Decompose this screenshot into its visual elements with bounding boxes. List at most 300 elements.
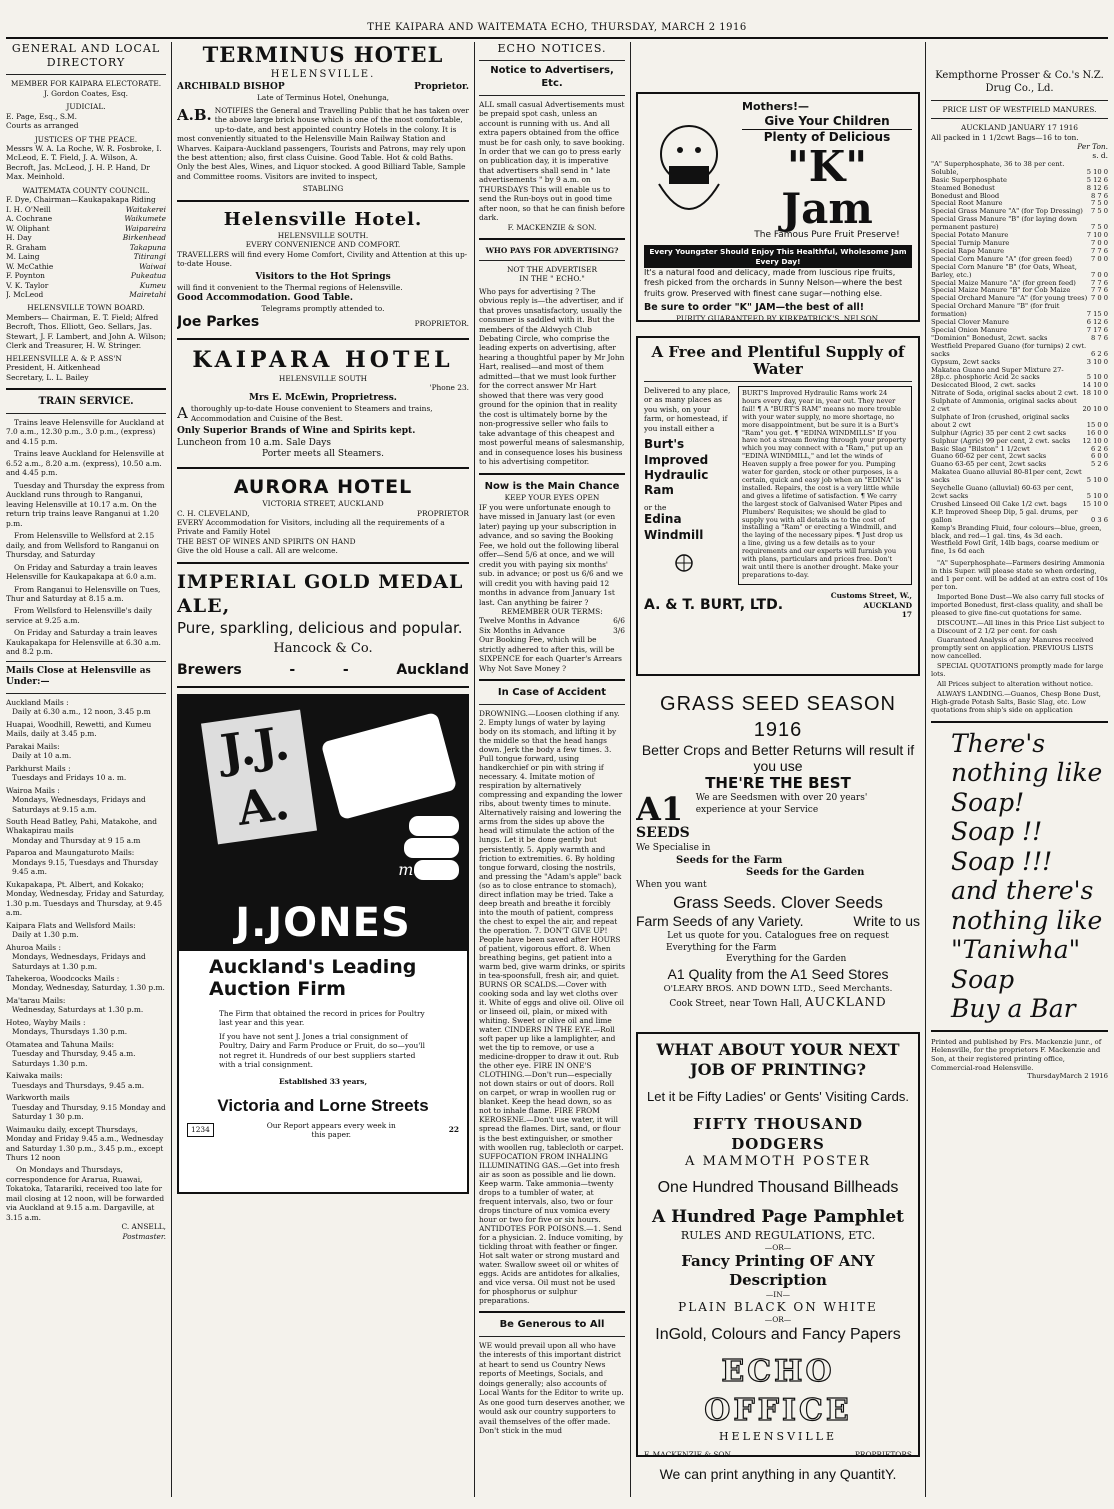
price-value: 7 7 6 [1090, 278, 1108, 287]
jj-means: means [398, 859, 451, 879]
per-ton: Per Ton. [1077, 142, 1108, 151]
column-rule [925, 42, 926, 1497]
price-value: 8 7 6 [1090, 191, 1108, 200]
grass-oleary: O'LEARY BROS. AND DOWN LTD., Seed Merchants. [663, 983, 893, 994]
soap-line: Soap [951, 964, 1015, 994]
directory-title: GENERAL AND LOCAL DIRECTORY [11, 42, 161, 70]
price-item: Special Root Manure [931, 199, 1003, 208]
helensville-tele: Telegrams promptly attended to. [261, 304, 385, 314]
accident-body: DROWNING.—Loosen clothing if any. 2. Empty lungs of water by laying body on its stomach, and lifting it by the middle so that the head hangs down. Jerk the body a few times. 3. Pull tongue forward, using handkerchief or pin with string if necessary. 4. Imitate motion of respiration by alternatively compressing and expanding the lower ribs, about twenty times to minute. Alternatively raising and lowering the arms from the sides up above the head will stimulate the action of the lungs. Let it be done gently but persistently. 5. Apply warmth and friction to extremities. 6. By holding tongue forward, closing the nostrils, and pressing the "Adam's apple" back (so as to close entrance to stomach), direct inflation may be tried. Take a deep breath and breathe it forcibly into the mouth of patient, compress the chest to expel the air, and repeat the operation. 7. DON'T GIVE UP! People have been saved after HOURS of patient, vigorous effort. 8. When breathing begins, get patient into a warm bed, give warm drinks, or spirits in tea-spoonsfull, fresh air, and quiet. BURNS OR SCALDS.—Cover with cooking soda and lay wet cloths over it. White of eggs and olive oil. Olive oil or linseed oil, plain, or mixed with whiting. Sweet or olive oil and lime water. CINDERS IN THE EYE.—Roll soft paper up like a lamplighter, and wet the tip to remove, or use a medicine-dropper to draw it out. Rub the other eye. FIRE IN ONE'S CLOTHING.—Don't run—especially not down stairs or out of doors. Roll on carpet, or wrap in woollen rug or blanket. Keep the head down, so as not to inhale flame. FIRE FROM KEROSENE.—Don't use water, it will spread the flames. Dirt, sand, or flour is the best extinguisher, or smother with woollen rug, tablecloth or carpet. SUFFOCATION FROM INHALING ILLUMINATING GAS.—Get into fresh air as soon as possible and lie down. Keep warm. Take ammonia—twenty drops to a tumbler of water, at frequent intervals, also, two or four drops tincture of nux vomica every hour or two for five or six hours. ANTIDOTES FOR POISONS.—1. Send for a physician. 2. Induce vomiting, by tickling throat with feather or finger. Hot salt water or strong mustard and water. Swallow sweet oil or whites of eggs. Acids are antidotes for alkalies, and vice versa. Oil must not be used for phosphorus or sulphur preparations. [479, 709, 625, 1306]
council-member: W. Oliphant [6, 223, 50, 233]
price-row [931, 509, 1108, 525]
mail-times: Tuesday and Thursday, 9.45 a.m. Saturdays 1.30 p.m. [12, 1049, 136, 1068]
kaipara-body: thoroughly up-to-date House convenient to Steamers and trains, Accommodation and Cuisine of the Best. [190, 404, 433, 423]
mail-item [6, 1125, 166, 1163]
printing-advert [636, 1032, 920, 1482]
water-street: Customs Street, W., [830, 591, 912, 601]
jam-body: It's a natural food and delicacy, made from luscious ripe fruits, fresh picked from the orchards in Sunny Nelson—where the best fruits grow. Preserved with finest cane sugar—nothing else. [644, 268, 903, 298]
price-value: 7 7 6 [1090, 246, 1108, 255]
grass-best: THE'RE THE BEST [705, 773, 851, 792]
mails-list [6, 698, 166, 1163]
ale-tag: Pure, sparkling, delicious and popular. [177, 618, 463, 637]
price-item: Special Orchard Manure "A" (for young trees) [931, 294, 1088, 303]
council-member: F. Dye, Chairman—Kaukapakapa Riding [6, 195, 156, 205]
price-value: 5 10 0 [1086, 373, 1108, 382]
council-row [6, 214, 166, 223]
grass-better: Better Crops and Better Returns will result if you use [641, 742, 915, 774]
price-row [931, 161, 1108, 177]
aurora-call: Give the old House a call. All are welcome. [177, 546, 338, 556]
mail-place: Kukapakapa, Pt. Albert, and Kokako; Monday, Wednesday, Friday and Saturday, 1.30 p.m. Tuesdays and Thursday, at 9.45 a.m. [6, 879, 165, 918]
council-title: WAITEMATA COUNTY COUNCIL. [22, 185, 150, 195]
mail-times: Monday, Wednesday, Saturday, 1.30 p.m. [12, 983, 165, 993]
council-member: J. McLeod [6, 290, 44, 299]
price-value: 7 0 0 [1090, 254, 1108, 263]
mails-title: Mails Close at Helensville as Under:— [6, 665, 151, 688]
terminus-late: Late of Terminus Hotel, Onehunga, [256, 93, 390, 103]
print-pamphlet: A Hundred Page Pamphlet [651, 1206, 905, 1227]
price-row [931, 485, 1108, 501]
price-value: 6 12 6 [1086, 318, 1108, 327]
jam-sure: Be sure to order "K" JAM—the best of all! [644, 301, 865, 313]
print-fifty: Let it be Fifty Ladies' or Gents' Visiting Cards. [647, 1088, 909, 1104]
price-value: 7 0 0 [1090, 270, 1108, 279]
aps-title: HELEENSVILLE A. & P. ASS'N [6, 353, 122, 363]
ale-brewers: Brewers [177, 661, 242, 678]
price-item: Special Potato Manure [931, 231, 1009, 240]
price-item: "A" Superphosphate, 36 to 38 per cent. Soluble, [931, 159, 1065, 176]
print-role: PROPRIETORS [854, 1450, 912, 1460]
jj-a: A. [233, 775, 293, 836]
price-row [931, 367, 1108, 383]
price-item: Special Clover Manure [931, 318, 1009, 327]
price-value: 5 10 0 [1086, 167, 1108, 176]
soap-line: nothing like [951, 905, 1103, 935]
jam-purity: PURITY GUARANTEED BY KIRKPATRICK'S, NELSON. [676, 314, 880, 324]
price-value: 7 5 0 [1090, 207, 1108, 216]
price-item: Sulphate of Iron (crushed, original sacks about 2 cwt [931, 412, 1070, 429]
mail-item [6, 698, 166, 717]
price-value: 6 2 6 [1090, 444, 1108, 453]
print-or2: —OR— [764, 1315, 792, 1325]
water-title: A Free and Plentiful Supply of Water [651, 343, 905, 378]
price-note: "A" Superphosphate—Farmers desiring Ammonia in this Super. will please state so when ordering, and 1 per cent. will be added at an extra cost of 10s per ton. [931, 559, 1108, 591]
soap-line: Soap !!! [951, 846, 1053, 876]
price-item: Makatea Guano and Super Mixture 27-28p.c. phosphoric Acid 2c sacks [931, 365, 1064, 382]
council-riding: Takapuna [129, 242, 166, 252]
price-item: Guano 63-65 per cent, 2cwt sacks [931, 460, 1047, 469]
terminus-stabling: STABLING [302, 184, 344, 194]
print-title: WHAT ABOUT YOUR NEXT JOB OF PRINTING? [656, 1040, 900, 1079]
price-item: Makatea Guano alluvial 80-81per cent, 2cwt sacks [931, 468, 1082, 485]
price-row [931, 469, 1108, 485]
train-item: From Helensville to Wellsford at 2.15 daily, and from Wellsford to Ranganui on Thursday, and Saturday [6, 531, 160, 560]
judicial-title: JUDICIAL. [66, 102, 106, 112]
mail-times: Mondays 9.15, Tuesdays and Thursday 9.45 a.m. [12, 857, 159, 877]
masthead: THE KAIPARA AND WAITEMATA ECHO, THURSDAY, MARCH 2 1916 [367, 22, 747, 33]
grass-seeds: SEEDS [636, 825, 690, 842]
price-value: 18 10 0 [1082, 389, 1108, 398]
mail-times: Daily at 10 a.m. [12, 751, 72, 761]
price-value: 7 7 6 [1090, 286, 1108, 295]
price-item: Crushed Linseed Oil Cake 1/2 cwt. bags [931, 499, 1067, 508]
train-title: TRAIN SERVICE. [38, 396, 134, 408]
grass-seedsmen: We are Seedsmen with over 20 years' experience at your Service [695, 793, 868, 815]
price-value: 14 10 0 [1082, 381, 1108, 390]
ale-maker: Hancock & Co. [273, 641, 373, 657]
grass-garden: Seeds for the Garden [746, 867, 865, 879]
grass-quality: A1 Quality from the A1 Seed Stores [667, 965, 889, 982]
price-value: 20 10 0 [1082, 405, 1108, 414]
kaipara-porter: Porter meets all Steamers. [262, 449, 384, 460]
price-value: 5 12 6 [1086, 175, 1108, 184]
pricelist-date: AUCKLAND JANUARY 17 1916 [961, 123, 1078, 133]
train-item: From Wellsford to Helensville's daily service at 9.25 a.m. [6, 606, 152, 625]
column-manures [931, 42, 1108, 1497]
grass-farm: Seeds for the Farm [676, 854, 783, 866]
notice-body2: In order that we can go to press early on publication day, it is imperative that advertisers shall send in " late advertisements " by 9 a.m. on THURSDAYS This will enable us to send the Run-boys out in good time after noon, so that he can finish before dark. [479, 147, 625, 223]
price-item: Seychelle Guano (alluvial) 60-63 per cent, 2cwt sacks [931, 484, 1074, 500]
jam-mothers: Mothers!— [742, 100, 810, 113]
mail-place: Parkhurst Mails : [6, 763, 71, 773]
member-title: MEMBER FOR KAIPARA ELECTORATE. [10, 79, 162, 89]
train-item: On Friday and Saturday a train leaves Kaukapakapa for Helensville at 6.30 a.m. and 8.2 p.m. [6, 628, 161, 657]
train-item: Trains leave Helensville for Auckland at 7.0 a.m., 12.30 p.m., 3.0 p.m., (express) and 4.15 p.m. [6, 418, 165, 446]
grass-specialise: We Specialise in [636, 843, 711, 854]
council-member: A. Cochrane [6, 214, 53, 224]
water-num: 17 [901, 610, 912, 620]
jj-advert [177, 694, 469, 1194]
grass-seed-advert [636, 692, 920, 1010]
accident-title: In Case of Accident [497, 687, 607, 699]
mail-times: Mondays, Wednesdays, Fridays and Saturdays at 1.30 p.m. [12, 952, 146, 971]
train-item: Tuesday and Thursday the express from Auckland runs through to Ranganui, leaving Helensville at 10.17 a.m. On the return trip trains leave Ranganui at 1.20 p.m. [6, 480, 165, 528]
soap-line: Soap !! [951, 817, 1043, 847]
council-row [6, 252, 166, 261]
price-value: 5 2 6 [1090, 460, 1108, 469]
mail-times: Monday and Thursday at 9 15 a.m [12, 835, 141, 845]
judicial-0: E. Page, Esq., S.M. [6, 111, 77, 121]
notes-list [931, 560, 1108, 714]
grass-city: AUCKLAND [804, 994, 887, 1009]
terms-label: Twelve Months in Advance [479, 616, 580, 626]
jam-plenty: Plenty of Delicious [763, 130, 891, 145]
council-row [6, 195, 166, 204]
notice-sign: F. MACKENZIE & SON. [507, 222, 597, 232]
mail-item [6, 817, 166, 845]
price-item: Nitrate of Soda, original sacks about 2 cwt. [931, 389, 1079, 398]
price-row [931, 540, 1108, 556]
water-burt: Burt's Improved Hydraulic Ram [644, 437, 709, 498]
price-item: Kemp's Branding Fluid, four colours—blue, green, black, and red—1 gal. tins, 4s 3d each. [931, 523, 1102, 540]
mail-item [6, 1093, 166, 1121]
soap-line: and there's [951, 876, 1094, 906]
mail-place: Wairoa Mails : [6, 785, 60, 795]
soap-line: Soap! [951, 787, 1025, 817]
train-item: From Ranganui to Helensville on Tues, Thur and Saturday at 8.15 a.m. [6, 584, 161, 603]
who-sub2: IN THE " ECHO." [519, 274, 585, 284]
water-advert [636, 336, 920, 676]
mail-place: Kaiwaka mails: [6, 1071, 63, 1081]
council-riding: Kumeu [139, 280, 166, 290]
notice-body1: ALL small casual Advertisements must be prepaid spot cash, unless an account is running with us. And all extra papers obtained from the office must be for cash only, to save booking. [479, 99, 625, 147]
council-riding: Waitakerei [125, 204, 166, 214]
price-note: Imported Bone Dust—We also carry full stocks of imported Bonedust, first-class quality, and shall be pleased to give fine-cut quotations for same. [931, 592, 1104, 617]
price-item: Gypsum, 2cwt sacks [931, 357, 1000, 366]
mail-item [6, 720, 166, 739]
price-item: Sulphur (Agric) 35 per cent 2 cwt sacks [931, 428, 1067, 437]
train-item: Trains leave Auckland for Helensville at 6.52 a.m., 8.20 a.m. (express), 10.50 a.m. and 4.45 p.m. [6, 449, 165, 478]
grass-street: Cook Street, near Town Hall, [669, 998, 803, 1009]
generous-title: Be Generous to All [499, 1319, 605, 1331]
price-item: Special Grass Manure "A" (for Top Dressing) [931, 207, 1083, 216]
price-row [931, 343, 1108, 359]
price-value: 5 10 0 [1086, 476, 1108, 485]
council-riding: Waikumete [124, 214, 166, 224]
price-item: Special Turnip Manure [931, 239, 1010, 247]
council-member: H. Day [6, 233, 32, 243]
terms-row [479, 626, 625, 635]
price-value: 3 10 0 [1086, 357, 1108, 366]
terms-list [479, 616, 625, 635]
price-item: Westfield Fowl Grit, 14lb bags, coarse medium or fine, 1s 6d each [931, 539, 1099, 556]
kaipara-lunch: Luncheon from 10 a.m. Sale Days [177, 437, 331, 448]
price-note: SPECIAL QUOTATIONS promptly made for large lots. [931, 662, 1104, 679]
column-rule [171, 42, 172, 1497]
chance-sub: KEEP YOUR EYES OPEN [504, 493, 600, 503]
mail-times: Daily at 6.30 a.m., 12 noon, 3.45 p.m [12, 707, 151, 717]
helensville-owner: Joe Parkes [177, 313, 260, 330]
kaipara-phone: 'Phone 23. [429, 383, 469, 393]
ale-city: Auckland [396, 661, 469, 678]
price-value: 8 7 6 [1090, 333, 1108, 342]
jam-every: Every Youngster Should Enjoy This Healthful, Wholesome Jam Every Day! [644, 245, 912, 268]
jj-body2: If you have not sent J. Jones a trial consignment of Poultry, Dairy and Farm Produce or Fruit, do so—you'll not regret it. Hundreds of our best suppliers started with a trial consignment. [219, 1031, 425, 1069]
council-member: F. Poynton [6, 271, 45, 281]
justices: Messrs W. A. La Roche, W. R. Fosbroke, I. McLeod, E. T. Field, J. A. Wilson, A. Becroft, Jas. McLeod, J. H. P. Hand, Dr Max. Meinhold. [6, 143, 162, 182]
council-member: R. Graham [6, 242, 47, 252]
town-board: Members— Chairman, E. T. Field; Alfred Becroft, Thos. Elliott, Geo. Sellars, Jas. Stewart, J. F. Lambert, and John A. Wilson; Clerk and Treasurer, H. W. Stringer. [6, 312, 166, 351]
imprint: Printed and published by Frs. Mackenzie junr., of Helensville, for the proprietors F. Mackenzie and Son, at their registered printing office, Commercial-road Helensville. [931, 1037, 1102, 1072]
price-value: 8 12 6 [1086, 183, 1108, 192]
price-note: Guaranteed Analysis of any Manures received promptly sent on application. PREVIOUS LISTS now cancelled. [931, 636, 1094, 661]
price-row [931, 303, 1108, 319]
print-gold: InGold, Colours and Fancy Papers [655, 1325, 901, 1343]
price-list [931, 161, 1108, 556]
aurora-body: EVERY Accommodation for Visitors, including all the requirements of a Private and Family Hotel [177, 518, 445, 537]
column-hotels: TERMINUS HOTEL HELENSVILLE. ARCHIBALD BISHOP Proprietor. Late of Terminus Hotel, Onehunga, A.B. NOTIFIES the General and Travelling Public that he has taken over the above large brick house which is one of the most comfortable, up-to-date, and best appointed country Hotels in the colony. It is most conveniently situated to the Helensville Main Railway Station and Wharves. Kaipara-Auckland passengers, Tourists and Patrons, may rely upon the best attention; also, first class Cuisine. Good Table. Hot & cold Baths. Only the best Ales, Wines, and Liquor stocked. A good Billiard Table, Sample and Committee rooms. Visitors are invited to inspect, STABLING Helensville Hotel. HELENSVILLE SOUTH. EVERY CONVENIENCE AND COMFORT. TRAVELLERS will find every Home Comfort, Civility and Attention at this up-to-date House. Visitors to the Hot Springs will find it convenient to the Thermal regions of Helensville. Good Accommodation. Good Table. Telegrams promptly attended to. Joe Parkes PROPRIETOR. KAIPARA HOTEL HELENSVILLE SOUTH 'Phone 23. Mrs E. McEwin, Proprietress. Athoroughly up-to-date House convenient to Steamers and trains, Accommodation and Cuisine of the Best. Only Superior Brands of Wine and Spirits kept. Luncheon from 10 a.m. Sale Days Porter meets all Steamers. AURORA HOTEL VICTORIA STREET, AUCKLAND C. H. CLEVELAND, PROPRIETOR EVERY Accommodation for Visitors, including all the requirements of a Private and Family Hotel THE BEST OF WINES AND SPIRITS ON HAND Give the old House a call. All are welcome. IMPERIAL GOLD MEDAL ALE, Pure, sparkling, delicious and popular. Hancock & Co. Brewers - - Auckland J.J. A. means J.JONES Auckland's Leading Auction Firm The Firm that obtained the record in prices for Poultry last year and this year. If you have not sent J. Jones a trial consignment of Poultry, Dairy and Farm Produce or Fruit, do so—you'll not regret it. Hundreds of our best suppliers started with a trial consignment. Established 33 years, Victoria and Lorne Streets 1234 Our Report appears every week in this paper. 22 [177, 42, 469, 1497]
price-note: DISCOUNT.—All lines in this Price List subject to a Discount of 2 1/2 per cent. for cash [931, 618, 1105, 635]
helensville-good: Good Accommodation. Good Table. [177, 292, 353, 303]
print-plain: PLAIN BLACK ON WHITE [678, 1299, 878, 1314]
mail-place: Ma'tarau Mails: [6, 995, 66, 1005]
imprint-date: ThursdayMarch 2 1916 [1027, 1072, 1108, 1081]
mail-item [6, 1071, 166, 1090]
jam-famous: The Famous Pure Fruit Preserve! [754, 229, 900, 240]
judicial-1: Courts as arranged [6, 121, 79, 131]
print-place: HELENSVILLE [718, 1430, 838, 1443]
helensville-springs-body: will find it convenient to the Thermal regions of Helensville. [177, 283, 403, 293]
mail-place: South Head Batley, Pahi, Matakohe, and Whakapirau mails [6, 816, 157, 836]
generous-body: WE would prevail upon all who have the interests of this important district at heart to send us Country News reports of Meetings, Socials, and doings generally; also accounts of Local Wants for the Editor to write up. As one good turn deserves another, we would ask our country supporters to avail themselves of the offer made. Don't stick in the mud [479, 1340, 625, 1436]
postmaster: C. ANSELL, [121, 1222, 166, 1232]
mail-item [6, 880, 166, 918]
terminus-owner: ARCHIBALD BISHOP [177, 81, 285, 92]
k-jam-advert [636, 92, 920, 322]
mail-item [6, 742, 166, 761]
council-row [6, 205, 166, 214]
price-item: Special Corn Manure "B" (for Oats, Wheat, Barley, etc.) [931, 262, 1077, 279]
soap-line: There's [951, 728, 1046, 758]
jj-letters [201, 709, 317, 844]
grass-a1: A1 [636, 790, 684, 829]
price-item: Special Onion Manure [931, 325, 1007, 334]
price-row [931, 264, 1108, 280]
price-item: Special Maize Manure "A" (for green feed) [931, 278, 1076, 287]
helensville-tag: EVERY CONVENIENCE AND COMFORT. [245, 240, 401, 250]
price-note: ALWAYS LANDING.—Guanos, Chesp Bone Dust, High-grade Potash Salts, Basic Slag, etc. Low quotations from ship's side on application [931, 689, 1101, 714]
member: J. Gordon Coates, Esq. [44, 88, 128, 98]
mail-times: Daily at 1.30 p.m. [12, 930, 79, 940]
council-member: M. Laing [6, 252, 40, 262]
council-riding: Titirangi [133, 252, 166, 262]
mail-place: Parakai Mails: [6, 741, 60, 751]
jj-body1: The Firm that obtained the record in prices for Poultry last year and this year. [219, 1008, 425, 1028]
jj-top: J.J. [217, 715, 293, 779]
who-sub1: NOT THE ADVERTISER [506, 264, 598, 274]
who-title: WHO PAYS FOR ADVERTISING? [485, 246, 619, 256]
child-eating-icon [644, 114, 734, 234]
council-row [6, 290, 166, 299]
price-value: 7 15 0 [1086, 310, 1108, 319]
mail-place: Warkworth mails [6, 1093, 70, 1103]
kaipara-title: KAIPARA HOTEL [192, 346, 454, 373]
column-rule [630, 42, 631, 1497]
mail-item [6, 764, 166, 783]
water-left1: Delivered to any place, or as many places as you wish, on your farm, or homestead, if you install either a [644, 386, 731, 433]
price-row [931, 216, 1108, 232]
aurora-owner: C. H. CLEVELAND, [177, 508, 250, 518]
price-item: Basic Slag "Bilston" 1 1/2cwt [931, 444, 1030, 453]
postmaster-title: Postmaster. [122, 1231, 166, 1241]
soap-line: Buy a Bar [951, 994, 1076, 1024]
price-item: "Dominion" Bonedust, 2cwt. sacks [931, 333, 1048, 342]
aurora-role: PROPRIETOR [416, 508, 469, 518]
council-row [6, 262, 166, 271]
price-value: 7 10 0 [1086, 231, 1108, 240]
print-quantity: We can print anything in any QuantitY. [659, 1465, 897, 1482]
price-item: Westfield Prepared Guano (for turnips) 2 cwt. sacks [931, 341, 1087, 358]
mail-place: Hoteo, Wayby Mails : [6, 1017, 86, 1027]
mail-times: Tuesdays and Fridays 10 a. m. [12, 773, 127, 783]
mail-place: Huapai, Woodhill, Rewetti, and Kumeu Mails, daily at 3.45 p.m. [6, 719, 152, 739]
mail-times: Mondays, Wednesdays, Fridays and Saturdays at 9.15 a.m. [12, 795, 146, 814]
price-value: 7 0 0 [1090, 294, 1108, 303]
notice-title: Notice to Advertisers, Etc. [490, 65, 614, 89]
price-value: 7 0 0 [1090, 239, 1108, 247]
grass-farmseeds: Farm Seeds of any Variety. [636, 913, 804, 930]
council-list [6, 195, 166, 299]
jam-give: Give Your Children [742, 114, 912, 130]
jj-code: 1234 [187, 1123, 214, 1136]
price-item: K.P. Improved Sheep Dip, 5 gal. drums, per gallon [931, 507, 1078, 524]
soap-line: nothing like [951, 758, 1103, 788]
column-echo-notices [479, 42, 625, 1497]
column-directory [6, 42, 166, 1497]
terminus-place: HELENSVILLE. [270, 68, 376, 80]
terms-price: 3/6 [613, 625, 625, 635]
water-edina: Edina Windmill [644, 512, 704, 542]
mail-item [6, 996, 166, 1015]
terminus-initials: A.B. [177, 105, 212, 124]
mail-times: Tuesday and Thursday, 9.15 Monday and Saturday 1 30 p.m. [12, 1102, 166, 1122]
price-item: Special Rape Manure [931, 246, 1005, 255]
mail-place: Kaipara Flats and Wellsford Mails: [6, 920, 136, 930]
grass-clover: Grass Seeds. Clover Seeds [673, 892, 883, 912]
terms-title: REMEMBER OUR TERMS: [501, 606, 603, 616]
pricelist-title: PRICE LIST OF WESTFIELD MANURES. [942, 104, 1097, 114]
price-item: Special Grass Manure "B" (for laying down permanent pasture) [931, 215, 1077, 232]
echo-title: ECHO NOTICES. [497, 42, 607, 55]
who-body: Who pays for advertising ? The obvious reply is—the advertiser, and if that proves unsatisfactory, usually the consumer is saddled with it. But the members of the Aldwych Club Debating Circle, who comprise the leading experts on advertising, after hearing a thoughtful paper by Mr John Hart, realised—and most of them admitted—that we must look further for the correct answer Mr Hart showed that there was very good ground for the opinion that in reality the cost is ultimately borne by the non-progressive seller who fails to take advantage of this cheapest and most powerful means of salesmanship, and in consequence loses his business to his advertising competitor. [479, 286, 625, 467]
council-member: V. K. Taylor [6, 280, 49, 290]
price-item: Guano 60-62 per cent, 2cwt sacks [931, 452, 1047, 461]
price-value: 15 10 0 [1082, 499, 1108, 508]
price-value: 6 0 0 [1090, 452, 1108, 461]
council-row [6, 271, 166, 280]
price-item: Special Maize Manure "B" for Cob Maize [931, 286, 1071, 295]
price-value: 16 0 0 [1086, 428, 1108, 437]
price-item: Special Corn Manure "A" (for green feed) [931, 254, 1073, 263]
print-in: —IN— [765, 1290, 791, 1300]
mail-place: Otamatea and Tahuna Mails: [6, 1039, 114, 1049]
terms-label: Six Months in Advance [479, 625, 565, 635]
council-member: W. McCathie [6, 261, 54, 271]
mail-item [6, 848, 166, 876]
price-item: Bonedust and Blood [931, 191, 1000, 200]
mail-place: Tahekeroa, Woodcocks Mails : [6, 974, 120, 984]
print-fancy: Fancy Printing OF ANY Description [681, 1252, 875, 1290]
firm-name [931, 70, 1108, 96]
council-row [6, 224, 166, 233]
jj-report: Our Report appears every week in this paper. [266, 1120, 396, 1140]
price-item: Steamed Bonedust [931, 183, 995, 192]
globe-icon [674, 553, 694, 573]
kaipara-owner: Mrs E. McEwin, Proprietress. [249, 392, 397, 403]
print-dodgers: FIFTY THOUSAND DODGERS [692, 1115, 864, 1153]
print-poster: A MAMMOTH POSTER [685, 1153, 871, 1169]
aps-1: Secretary, L. L. Bailey [6, 372, 89, 382]
kaipara-initial: A [177, 404, 188, 423]
jj-tag: Auckland's Leading Auction Firm [209, 955, 417, 1000]
kaipara-wines: Only Superior Brands of Wine and Spirits kept. [177, 426, 416, 437]
council-row [6, 233, 166, 242]
chance-body: IF you were unfortunate enough to have missed in January last (or even later) paying up your subscription in advance, and so saving the Booking Fee, we hold out the following liberal offer—Send 5/6 at once, and we will credit you with paying six months' sub. in advance; or post us 6/6 and we will credit you with having paid 12 months in advance from January 1st last. Can anything be fairer ? [479, 502, 624, 607]
price-item: Sulphate of Ammonia, original sacks about 2 cwt [931, 397, 1077, 414]
aurora-title: AURORA HOTEL [233, 475, 413, 498]
water-or: or the [644, 502, 667, 512]
water-body: BURT'S Improved Hydraulic Rams work 24 hours every day, year in, year out. They never fail! ¶ A "BURT'S RAM" means no more trouble with your water supply, no more shortage, no more disappointment, but be sure it is a Burt's "Ram" you get. ¶ "EDINA WINDMILLS" If you have not a stream flowing through your property which you may connect with a "Ram," put up an "EDINA WINDMILL," and let the winds of Heaven supply a free power for you. Pumping water for garden, stock or other purposes, is a certain, quick and easy job when an "EDINA" is installed. Repairs, the cost is a very little while and gives a lifetime of satisfaction. ¶ We carry the largest stock of Galvanised Water Pipes and Plumbers' Requisites; we should be glad to supply you with all details as to the cost of installing a "Ram" or erecting a Windmill, and the laying of the necessary pipes. ¶ Just drop us a line, giving us a few details as to your requirements and our experts will furnish you with plans, particulars and prices free. Don't wait until there is another drought. Make your preparations to-day. [738, 386, 912, 585]
pricelist-bags: All packed in 1 1/2cwt Bags—16 to ton. [931, 132, 1079, 142]
mail-times: Wednesday, Saturdays at 1.30 p.m. [12, 1005, 144, 1015]
terminus-role: Proprietor. [414, 81, 469, 92]
helensville-springs: Visitors to the Hot Springs [255, 271, 391, 282]
mail-place: Ahuroa Mails : [6, 942, 61, 952]
council-riding: Waipareira [124, 223, 166, 233]
jj-streets: Victoria and Lorne Streets [217, 1095, 429, 1115]
soap-line: "Taniwha" [951, 935, 1081, 965]
print-rules: RULES AND REGULATIONS, ETC. [680, 1228, 876, 1242]
